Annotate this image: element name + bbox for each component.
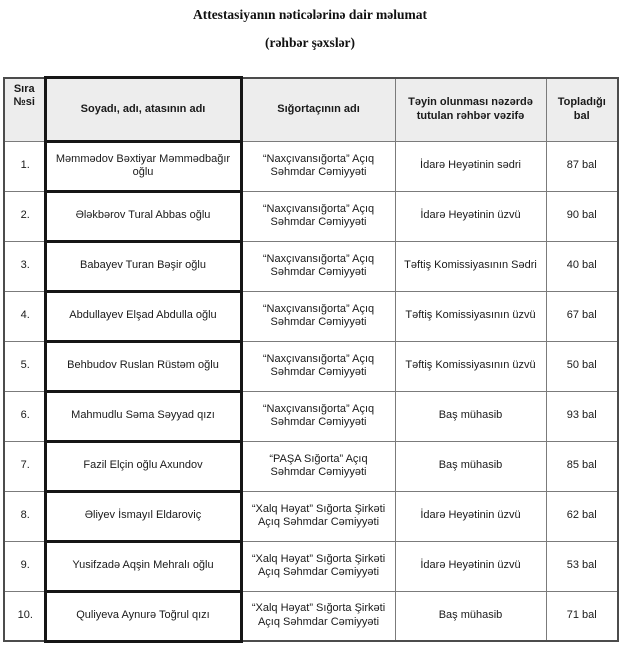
attestation-results-table xyxy=(3,76,619,643)
person-name-cell: Behbudov Ruslan Rüstəm oğlu xyxy=(45,341,241,391)
row-number-cell: 2. xyxy=(4,191,45,241)
score-cell: 40 bal xyxy=(546,241,618,291)
insurer-cell: “Naxçıvansığorta” Açıq Səhmdar Cəmiyyəti xyxy=(241,391,395,441)
insurer-cell: “Naxçıvansığorta” Açıq Səhmdar Cəmiyyəti xyxy=(241,191,395,241)
table-row xyxy=(4,441,618,491)
insurer-cell: “Naxçıvansığorta” Açıq Səhmdar Cəmiyyəti xyxy=(241,341,395,391)
table-row xyxy=(4,191,618,241)
header-score: Topladığı bal xyxy=(546,78,618,142)
row-number-cell: 4. xyxy=(4,291,45,341)
insurer-cell: “Naxçıvansığorta” Açıq Səhmdar Cəmiyyəti xyxy=(241,141,395,191)
score-cell: 93 bal xyxy=(546,391,618,441)
table-row xyxy=(4,491,618,541)
person-name-cell: Ələkbərov Tural Abbas oğlu xyxy=(45,191,241,241)
table-header-row xyxy=(4,78,618,142)
score-cell: 67 bal xyxy=(546,291,618,341)
header-insurer: Sığortaçının adı xyxy=(241,78,395,142)
row-number-cell: 10. xyxy=(4,591,45,641)
insurer-cell: “PAŞA Sığorta” Açıq Səhmdar Cəmiyyəti xyxy=(241,441,395,491)
page-title: Attestasiyanın nəticələrinə dair məlumat xyxy=(192,7,428,22)
table-row xyxy=(4,391,618,441)
person-name-cell: Yusifzadə Aqşin Mehralı oğlu xyxy=(45,541,241,591)
insurer-cell: “Naxçıvansığorta” Açıq Səhmdar Cəmiyyəti xyxy=(241,241,395,291)
row-number-cell: 6. xyxy=(4,391,45,441)
position-cell: İdarə Heyətinin üzvü xyxy=(395,541,546,591)
position-cell: Təftiş Komissiyasının üzvü xyxy=(395,291,546,341)
position-cell: Baş mühasib xyxy=(395,391,546,441)
person-name-cell: Quliyeva Aynurə Toğrul qızı xyxy=(45,591,241,641)
table-row xyxy=(4,241,618,291)
position-cell: İdarə Heyətinin üzvü xyxy=(395,191,546,241)
insurer-cell: “Xalq Həyat” Sığorta Şirkəti Açıq Səhmdar Cəmiyyəti xyxy=(241,541,395,591)
person-name-cell: Mahmudlu Səma Səyyad qızı xyxy=(45,391,241,441)
insurer-cell: “Xalq Həyat” Sığorta Şirkəti Açıq Səhmdar Cəmiyyəti xyxy=(241,491,395,541)
table-row xyxy=(4,541,618,591)
position-cell: İdarə Heyətinin sədri xyxy=(395,141,546,191)
insurer-cell: “Xalq Həyat” Sığorta Şirkəti Açıq Səhmdar Cəmiyyəti xyxy=(241,591,395,641)
table-row xyxy=(4,291,618,341)
score-cell: 50 bal xyxy=(546,341,618,391)
person-name-cell: Fazil Elçin oğlu Axundov xyxy=(45,441,241,491)
header-person-name: Soyadı, adı, atasının adı xyxy=(45,78,241,142)
position-cell: İdarə Heyətinin üzvü xyxy=(395,491,546,541)
insurer-cell: “Naxçıvansığorta” Açıq Səhmdar Cəmiyyəti xyxy=(241,291,395,341)
score-cell: 85 bal xyxy=(546,441,618,491)
table-row xyxy=(4,141,618,191)
person-name-cell: Babayev Turan Bəşir oğlu xyxy=(45,241,241,291)
row-number-cell: 8. xyxy=(4,491,45,541)
score-cell: 90 bal xyxy=(546,191,618,241)
row-number-cell: 3. xyxy=(4,241,45,291)
score-cell: 71 bal xyxy=(546,591,618,641)
table-row xyxy=(4,591,618,641)
table-row xyxy=(4,341,618,391)
document-header xyxy=(0,0,620,51)
person-name-cell: Abdullayev Elşad Abdulla oğlu xyxy=(45,291,241,341)
score-cell: 53 bal xyxy=(546,541,618,591)
person-name-cell: Məmmədov Bəxtiyar Məmmədbağır oğlu xyxy=(45,141,241,191)
score-cell: 87 bal xyxy=(546,141,618,191)
position-cell: Təftiş Komissiyasının üzvü xyxy=(395,341,546,391)
score-cell: 62 bal xyxy=(546,491,618,541)
header-position: Təyin olunması nəzərdə tutulan rəhbər vəzifə xyxy=(395,78,546,142)
row-number-cell: 1. xyxy=(4,141,45,191)
row-number-cell: 9. xyxy=(4,541,45,591)
position-cell: Baş mühasib xyxy=(395,591,546,641)
position-cell: Baş mühasib xyxy=(395,441,546,491)
page-subtitle: (rəhbər şəxslər) xyxy=(264,35,356,50)
header-row-number: Sıra №si xyxy=(4,78,45,142)
person-name-cell: Əliyev İsmayıl Eldaroviç xyxy=(45,491,241,541)
row-number-cell: 5. xyxy=(4,341,45,391)
position-cell: Təftiş Komissiyasının Sədri xyxy=(395,241,546,291)
row-number-cell: 7. xyxy=(4,441,45,491)
